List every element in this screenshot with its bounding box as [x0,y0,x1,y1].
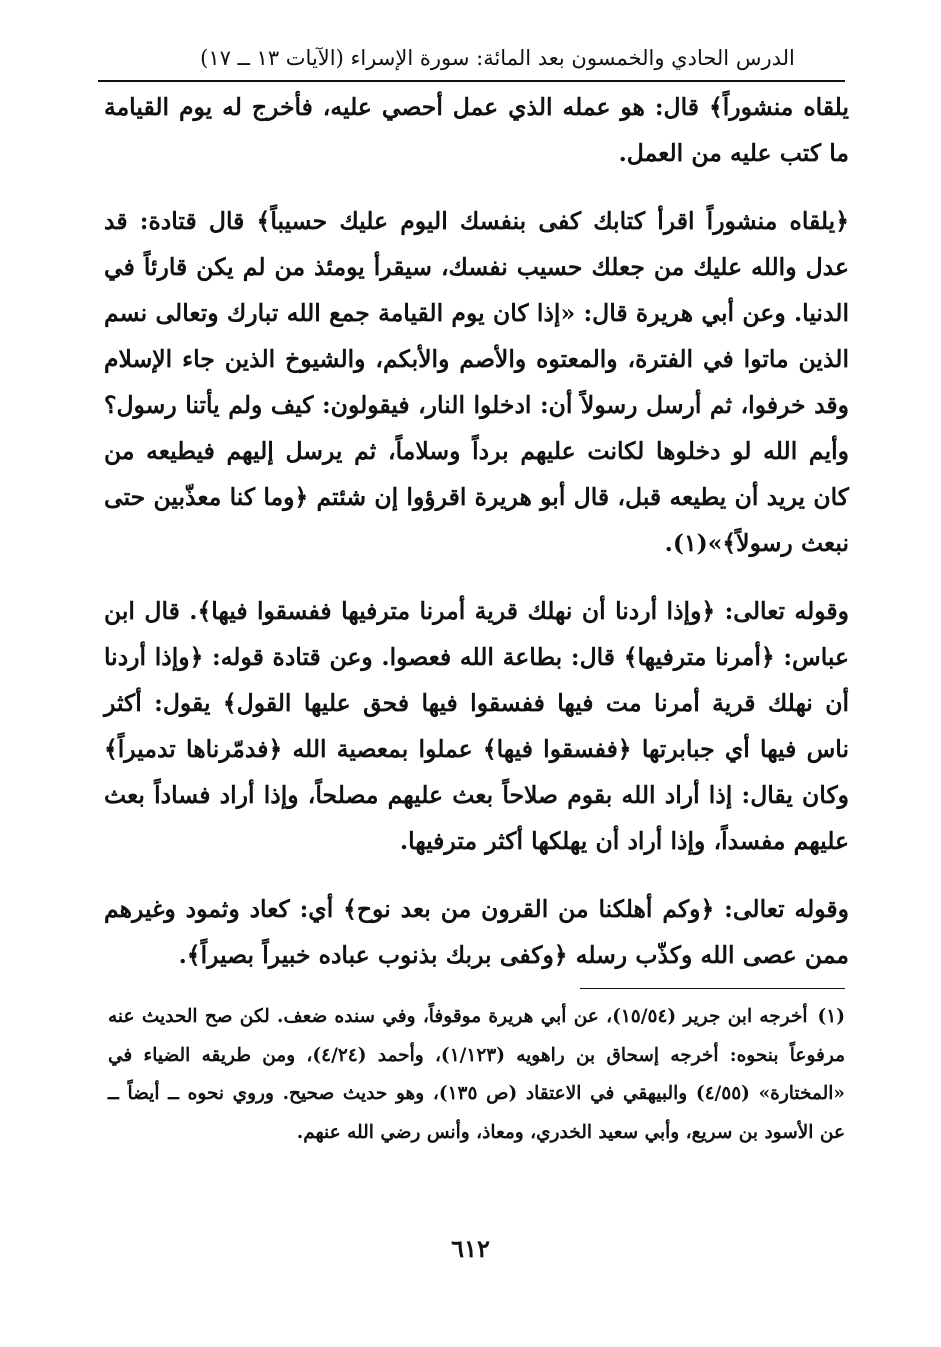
paragraph: ﴿يلقاه منشوراً اقرأ كتابك كفى بنفسك اليوم عليك حسيباً﴾ قال قتادة: قد عدل والله عليك من جعلك حسيب نفسك، سيقرأ يومئذ من لم يكن قارئاً في الدنيا. وعن أبي هريرة قال: «إذا كان يوم القيامة جمع الله تبارك وتعالى نسم الذين ماتوا في الفترة، والمعتوه والأصم والأبكم، والشيوخ الذين جاء الإسلام وقد خرفوا، ثم أرسل رسولاً أن: ادخلوا النار، فيقولون: كيف ولم يأتنا رسول؟ وأيم الله لو دخلوها لكانت عليهم برداً وسلاماً، ثم يرسل إليهم فيطيعه من كان يريد أن يطيعه قبل، قال أبو هريرة اقرؤوا إن شئتم ﴿وما كنا معذّبين حتى نبعث رسولاً﴾»(١). [104,207,850,557]
footnote-number: (١) [817,1006,845,1027]
page-number: ٦١٢ [451,1234,490,1263]
main-text [104,84,849,1000]
footnote-text: أخرجه ابن جرير (١٥/٥٤)، عن أبي هريرة موقوفاً، وفي سنده ضعف. لكن صح الحديث عنه مرفوعاً بنحوه: أخرجه إسحاق بن راهويه (١/١٢٣)، وأحمد (٤/٢٤)، ومن طريقه الضياء في «المختارة» (٤/٥٥) والبيهقي في الاعتقاد (ص ١٣٥)، وهو حديث صحيح. وروي نحوه ــ أيضاً ــ عن الأسود بن سريع، وأبي سعيد الخدري، ومعاذ، وأنس رضي الله عنهم. [108,1006,845,1143]
footnote [108,998,845,1152]
paragraph: وقوله تعالى: ﴿وكم أهلكنا من القرون من بعد نوح﴾ أي: كعاد وثمود وغيرهم ممن عصى الله وكذّب رسله ﴿وكفى بربك بذنوب عباده خبيراً بصيراً﴾. [104,895,849,969]
paragraph: وقوله تعالى: ﴿وإذا أردنا أن نهلك قرية أمرنا مترفيها ففسقوا فيها﴾. قال ابن عباس: ﴿أمرنا مترفيها﴾ قال: بطاعة الله فعصوا. وعن قتادة قوله: ﴿وإذا أردنا أن نهلك قرية أمرنا مت فيها ففسقوا فيها فحق عليها القول﴾ يقول: أكثر ناس فيها أي جبابرتها ﴿ففسقوا فيها﴾ عملوا بمعصية الله ﴿فدمّرناها تدميراً﴾ وكان يقال: إذا أراد الله بقوم صلاحاً بعث عليهم مصلحاً، وإذا أراد فساداً بعث عليهم مفسداً، وإذا أراد أن يهلكها أكثر مترفيها. [104,597,849,855]
running-header: الدرس الحادي والخمسون بعد المائة: سورة الإسراء (الآيات ١٣ ــ ١٧) [200,46,795,70]
paragraph: يلقاه منشوراً﴾ قال: هو عمله الذي عمل أحصي عليه، فأخرج له يوم القيامة ما كتب عليه من العمل. [104,93,849,167]
header-rule [98,80,845,82]
footnote-rule [580,988,845,989]
